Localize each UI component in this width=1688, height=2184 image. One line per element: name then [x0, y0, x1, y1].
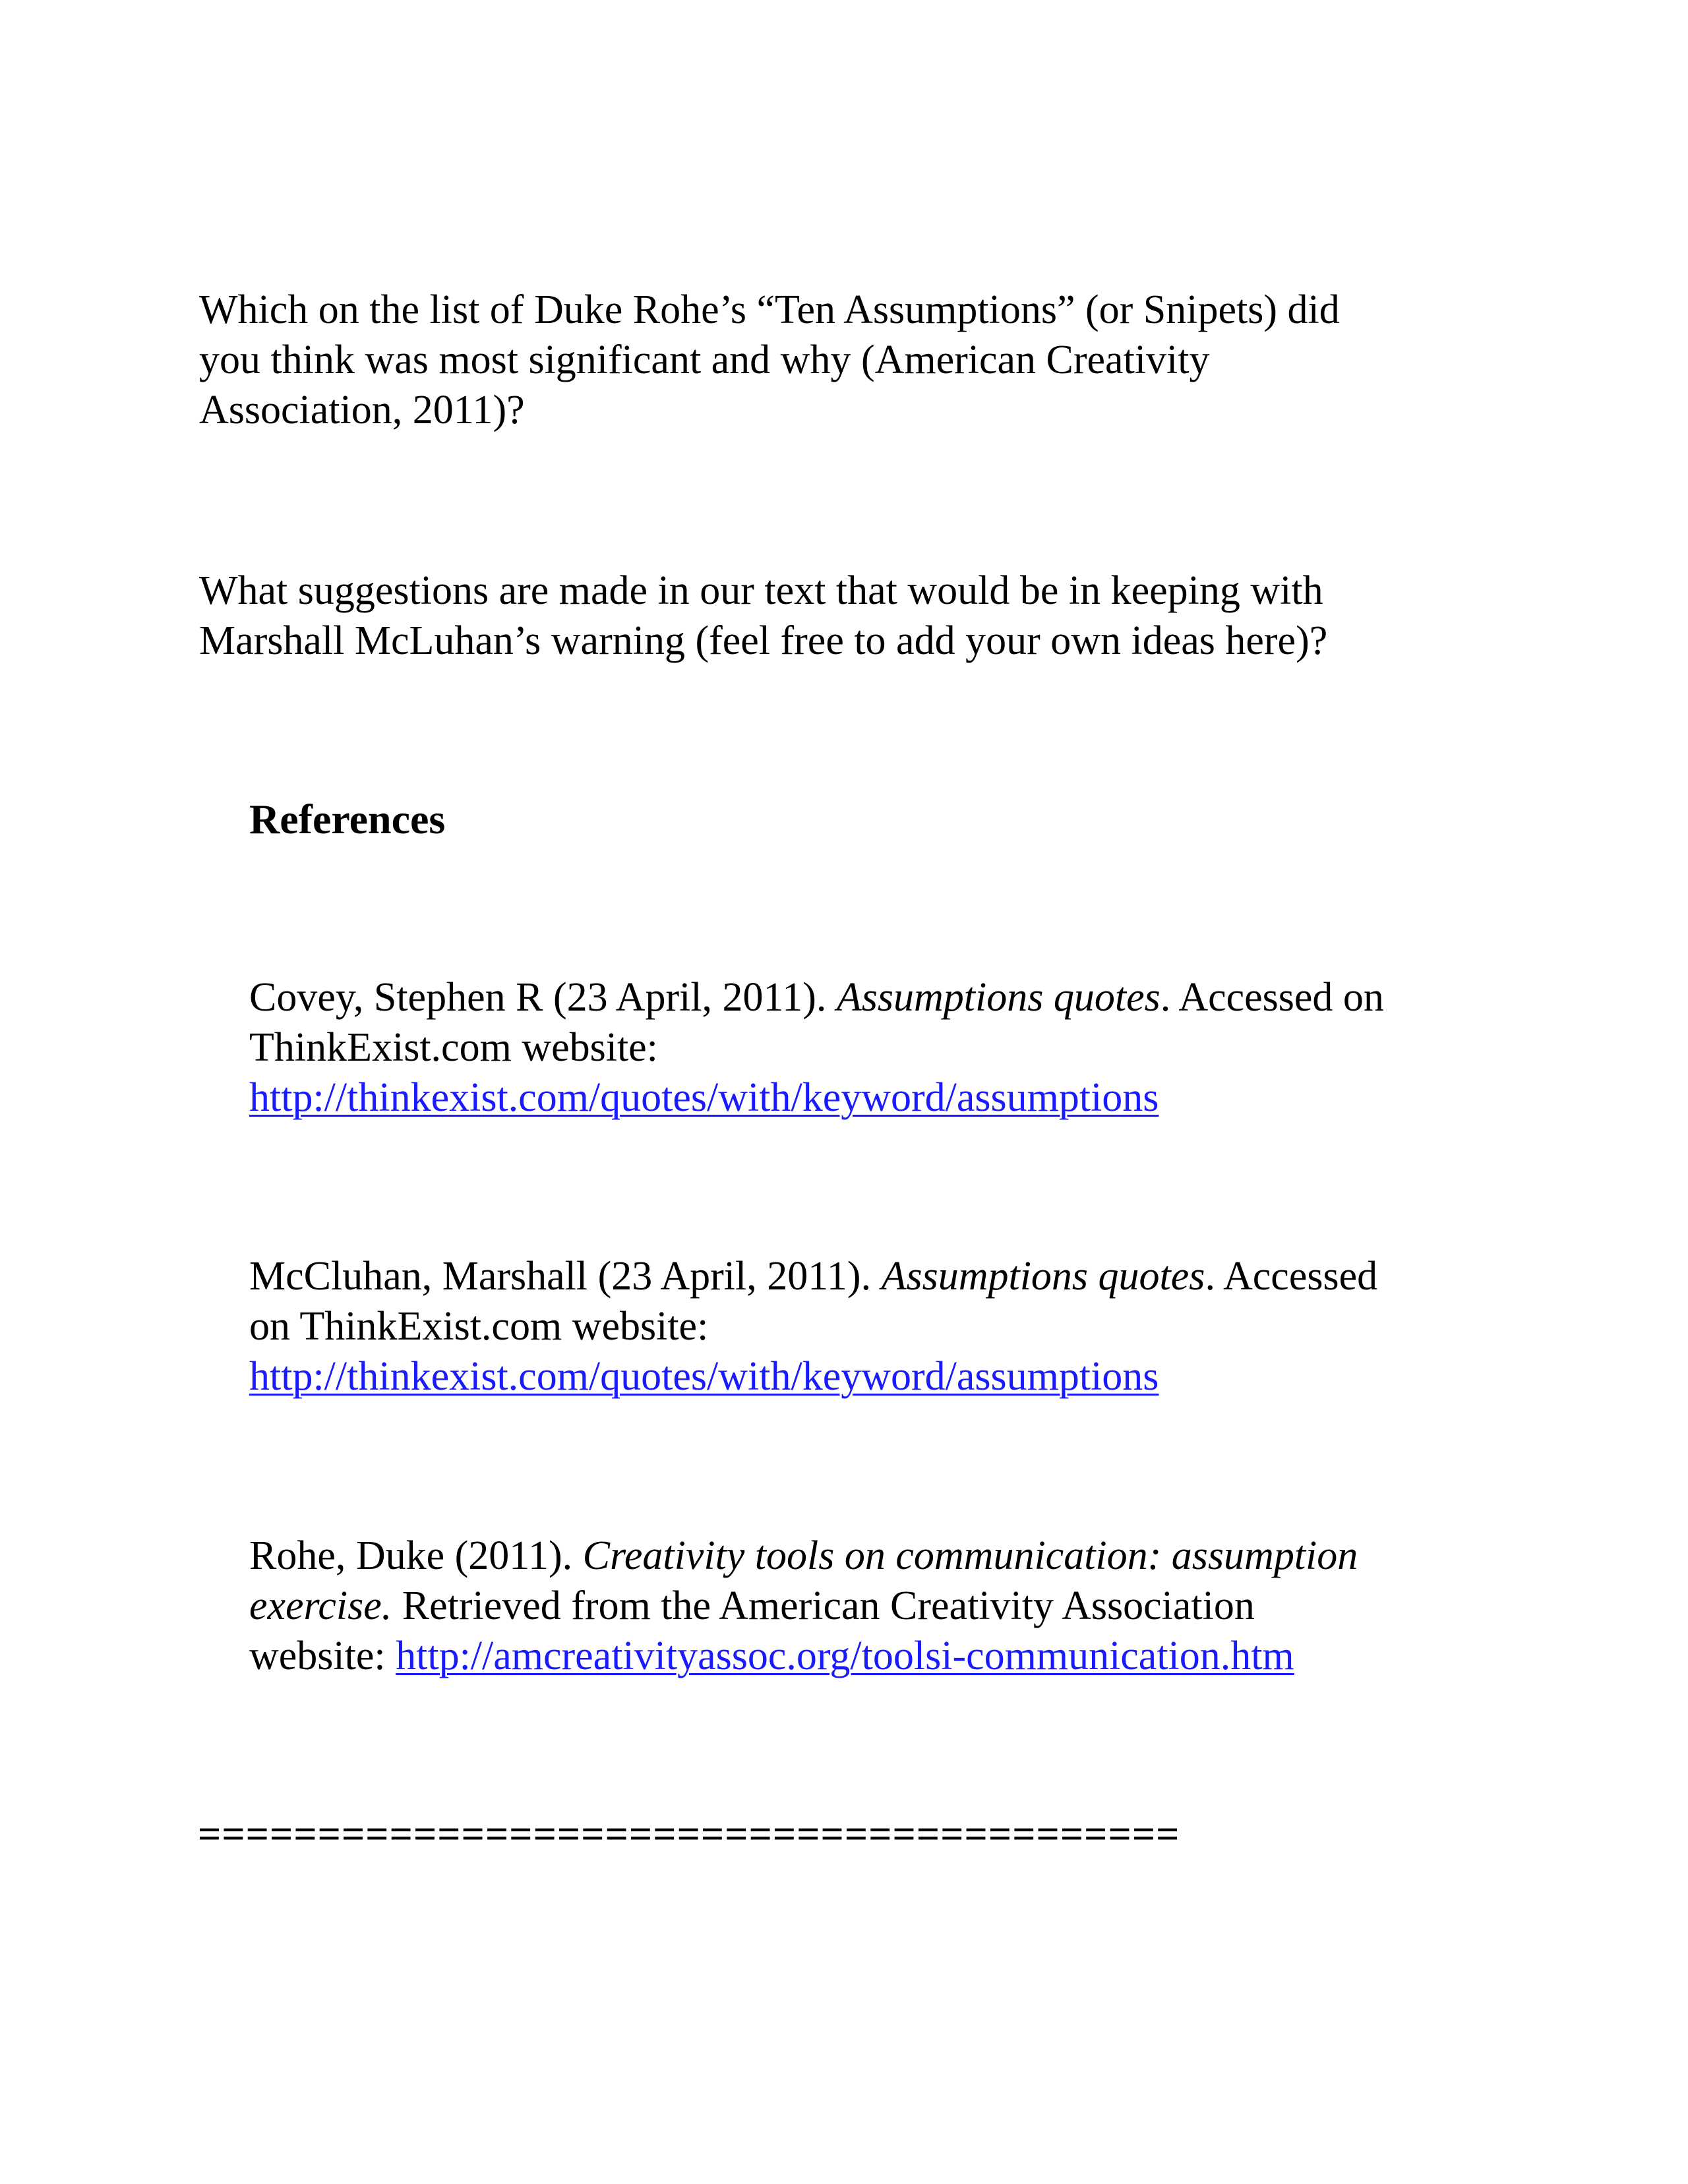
- question-1-line-3: Association, 2011)?: [199, 388, 525, 432]
- question-1-line-2: you think was most significant and why (American Creativity: [199, 338, 1210, 382]
- reference-url-link[interactable]: http://thinkexist.com/quotes/with/keyword/assumptions: [249, 1354, 1159, 1399]
- reference-line: [249, 972, 1384, 1022]
- reference-title-continued: exercise.: [249, 1583, 392, 1628]
- reference-retrieved-text: Retrieved from the American Creativity Association: [392, 1583, 1255, 1628]
- reference-line: [249, 1251, 1377, 1301]
- reference-line: [249, 1073, 1384, 1123]
- reference-url-link[interactable]: http://thinkexist.com/quotes/with/keyword/assumptions: [249, 1075, 1159, 1120]
- reference-line: [249, 1631, 1358, 1681]
- reference-line: on ThinkExist.com website:: [249, 1304, 709, 1349]
- question-2: [199, 566, 1327, 666]
- reference-line: ThinkExist.com website:: [249, 1025, 658, 1070]
- reference-title: Creativity tools on communication: assumption: [582, 1533, 1358, 1578]
- reference-access-text: . Accessed on: [1160, 975, 1384, 1020]
- separator-line: =========================================: [198, 1812, 1180, 1857]
- question-1: [199, 285, 1340, 435]
- question-2-line-1: What suggestions are made in our text that would be in keeping with: [199, 568, 1323, 613]
- reference-website-label: website:: [249, 1634, 396, 1678]
- question-1-line-1: Which on the list of Duke Rohe’s “Ten Assumptions” (or Snipets) did: [199, 287, 1340, 332]
- question-2-line-2: Marshall McLuhan’s warning (feel free to add your own ideas here)?: [199, 618, 1328, 663]
- reference-rohe: [249, 1531, 1358, 1681]
- references-heading: References: [249, 796, 446, 842]
- reference-title: Assumptions quotes: [836, 975, 1160, 1020]
- reference-line: [249, 1581, 1358, 1631]
- reference-line: [249, 1531, 1358, 1581]
- reference-author-date: McCluhan, Marshall (23 April, 2011).: [249, 1254, 882, 1299]
- reference-url-link[interactable]: http://amcreativityassoc.org/toolsi-communication.htm: [396, 1634, 1294, 1678]
- reference-title: Assumptions quotes: [881, 1254, 1205, 1299]
- reference-author-date: Covey, Stephen R (23 April, 2011).: [249, 975, 837, 1020]
- reference-access-text: . Accessed: [1205, 1254, 1378, 1299]
- reference-mccluhan: [249, 1251, 1377, 1402]
- reference-line: [249, 1351, 1377, 1402]
- reference-author-date: Rohe, Duke (2011).: [249, 1533, 583, 1578]
- reference-covey: [249, 972, 1384, 1123]
